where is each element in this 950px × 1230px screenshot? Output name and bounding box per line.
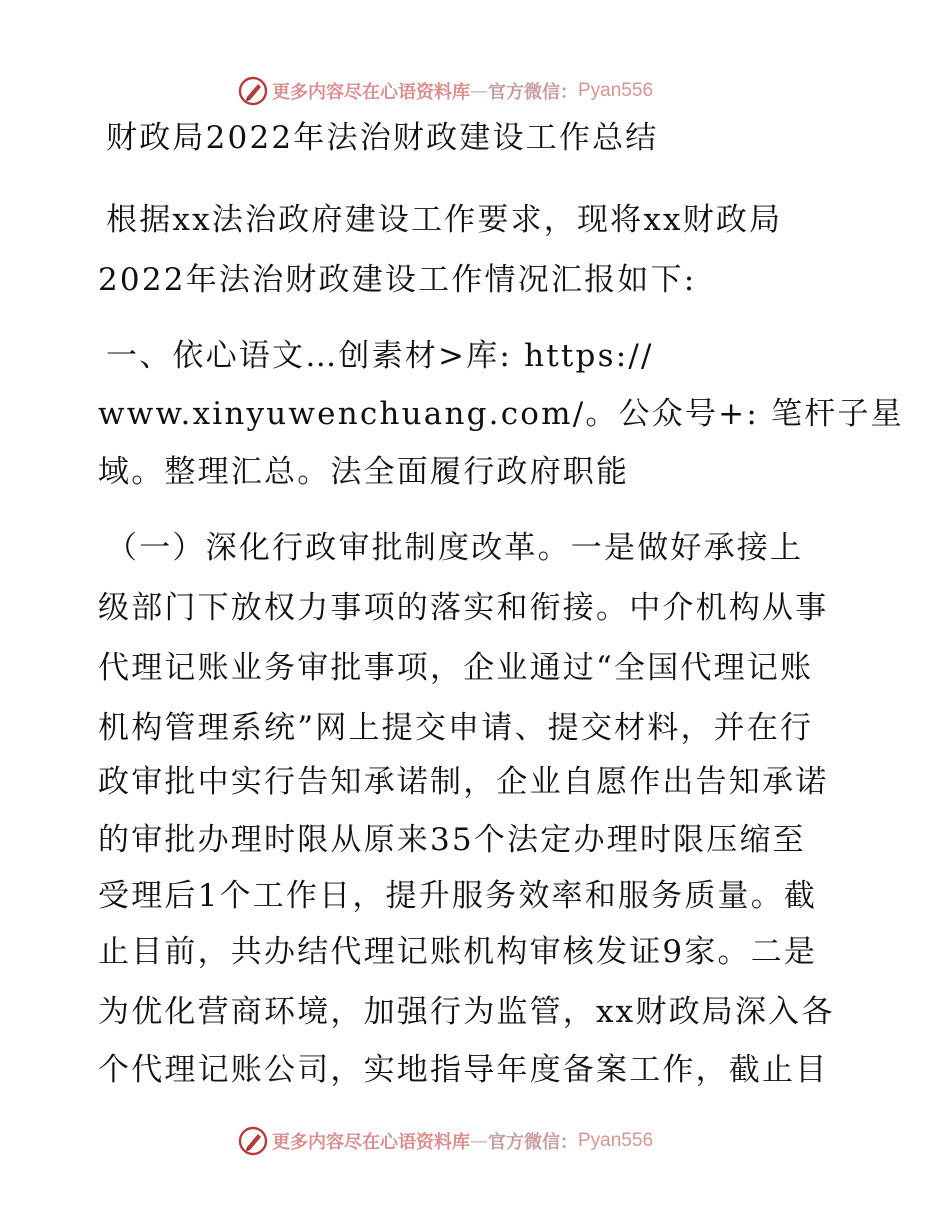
- header-watermark: [238, 74, 653, 108]
- paragraph-line: 为优化营商环境，加强行为监管，xx财政局深入各: [98, 994, 835, 1030]
- watermark-separator: —: [470, 1130, 488, 1152]
- watermark-wechat-id: Pyan556: [578, 1130, 654, 1151]
- watermark-site-text: 更多内容尽在心语资料库: [272, 1132, 470, 1153]
- paragraph-line: 代理记账业务审批事项，企业通过“全国代理记账: [98, 650, 814, 686]
- watermark-wechat-id: Pyan556: [578, 80, 654, 101]
- footer-watermark: [238, 1124, 653, 1158]
- watermark-site-text: 更多内容尽在心语资料库: [272, 82, 470, 103]
- paragraph-line: 一、依心语文…创素材>库: https://: [106, 338, 654, 374]
- paragraph-line: 止目前，共办结代理记账机构审核发证9家。二是: [98, 934, 818, 970]
- watermark-wechat-label: 官方微信：: [488, 1132, 578, 1153]
- pen-logo-icon: [238, 76, 268, 106]
- paragraph-line: 根据xx法治政府建设工作要求，现将xx财政局: [106, 202, 783, 238]
- paragraph-line: www.xinyuwenchuang.com/。公众号+: 笔杆子星: [98, 396, 904, 432]
- paragraph-line: 域。整理汇总。法全面履行政府职能: [98, 454, 630, 490]
- paragraph-line: 2022年法治财政建设工作情况汇报如下:: [98, 262, 697, 298]
- watermark-wechat-label: 官方微信：: [488, 82, 578, 103]
- watermark-separator: —: [470, 80, 488, 102]
- paragraph-line: 的审批办理时限从原来35个法定办理时限压缩至: [98, 822, 806, 858]
- paragraph-line: 受理后1个工作日，提升服务效率和服务质量。截: [98, 878, 818, 914]
- pen-logo-icon: [238, 1126, 268, 1156]
- paragraph-line: 政审批中实行告知承诺制，企业自愿作出告知承诺: [98, 764, 829, 800]
- paragraph-line: （一）深化行政审批制度改革。一是做好承接上: [106, 530, 804, 566]
- paragraph-line: 个代理记账公司，实地指导年度备案工作，截止目: [98, 1052, 829, 1088]
- paragraph-line: 级部门下放权力事项的落实和衔接。中介机构从事: [98, 590, 829, 626]
- paragraph-line: 机构管理系统”网上提交申请、提交材料，并在行: [98, 710, 814, 746]
- document-title: 财政局2022年法治财政建设工作总结: [106, 120, 659, 156]
